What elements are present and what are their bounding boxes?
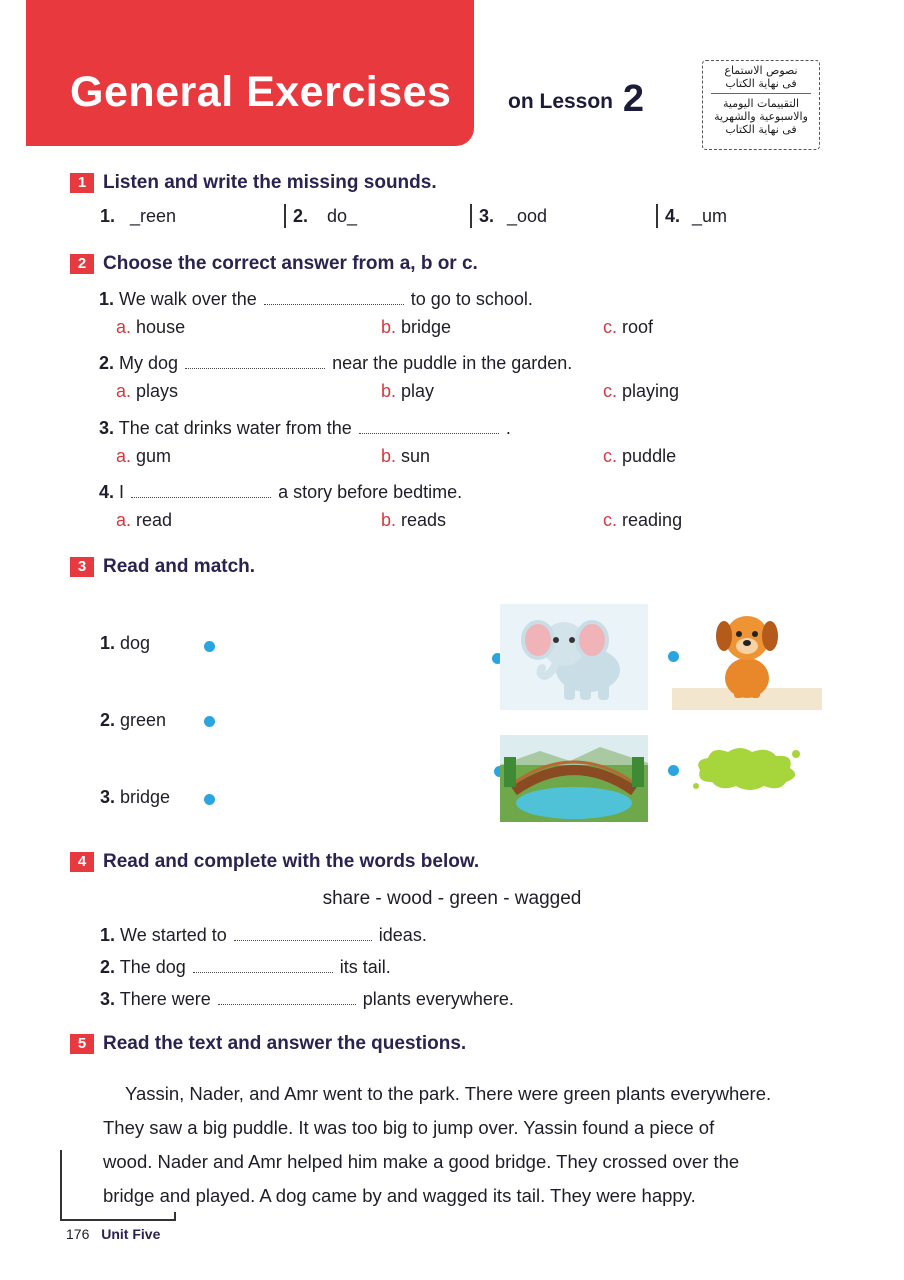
match-word-green	[100, 710, 166, 731]
arabic-note-line: والاسبوعية والشهرية	[714, 110, 808, 123]
page-title: General Exercises	[70, 68, 452, 116]
section-5-heading	[70, 1031, 466, 1057]
option-letter: a.	[116, 317, 132, 337]
answer-blank[interactable]	[193, 959, 333, 973]
option-a[interactable]	[116, 510, 172, 531]
arabic-note-box	[702, 60, 820, 150]
section-number: 4	[70, 852, 94, 872]
unit-label: Unit Five	[101, 1226, 161, 1242]
page-number: 176	[66, 1226, 90, 1242]
option-text: roof	[622, 317, 654, 337]
answer-blank[interactable]	[185, 355, 325, 369]
divider	[656, 204, 658, 228]
option-letter: b.	[381, 317, 397, 337]
sentence-after: plants everywhere.	[362, 989, 514, 1009]
reading-passage	[103, 1077, 823, 1213]
section-3-heading	[70, 554, 255, 580]
option-text: plays	[136, 381, 179, 401]
question-1	[99, 289, 533, 310]
section-number: 2	[70, 254, 94, 274]
option-letter: a.	[116, 510, 132, 530]
section-1-heading	[70, 170, 437, 196]
green-splat-picture	[690, 742, 804, 794]
arabic-note-line: التقييمات اليومية	[722, 97, 799, 110]
match-dot[interactable]	[204, 794, 215, 805]
option-text: play	[401, 381, 435, 401]
option-c[interactable]	[603, 446, 676, 467]
passage-line: They saw a big puddle. It was too big to jump over. Yassin found a piece of	[103, 1117, 715, 1138]
section-2-heading	[70, 251, 478, 277]
answer-blank[interactable]	[264, 291, 404, 305]
missing-sound-item: _ood	[507, 206, 548, 226]
option-b[interactable]	[381, 510, 446, 531]
item-number: 4.	[665, 206, 681, 226]
option-letter: c.	[603, 381, 618, 401]
passage-line: Yassin, Nader, and Amr went to the park. There were green plants everywhere.	[125, 1083, 772, 1104]
lesson-subtitle	[508, 78, 644, 121]
sentence-2	[100, 957, 391, 978]
match-dot[interactable]	[668, 765, 679, 776]
item-number: 3.	[100, 787, 116, 807]
option-a[interactable]	[116, 446, 171, 467]
match-word-dog	[100, 633, 150, 654]
match-dot[interactable]	[204, 641, 215, 652]
section-title: Read and match.	[103, 556, 256, 577]
footer-frame-line	[60, 1150, 62, 1220]
option-letter: c.	[603, 510, 618, 530]
match-word: bridge	[120, 787, 171, 807]
missing-sound-item: do_	[327, 206, 358, 226]
option-letter: b.	[381, 381, 397, 401]
item-number: 2.	[100, 710, 116, 730]
option-text: house	[136, 317, 186, 337]
option-letter: a.	[116, 381, 132, 401]
item-number: 1.	[100, 206, 116, 226]
divider	[470, 204, 472, 228]
divider	[711, 93, 811, 94]
sentence-3	[100, 989, 514, 1010]
divider	[284, 204, 286, 228]
question-text-before: We walk over the	[119, 289, 257, 309]
question-text-after: to go to school.	[410, 289, 533, 309]
section-title: Choose the correct answer from a, b or c.	[103, 253, 478, 274]
option-c[interactable]	[603, 510, 682, 531]
question-text-after: .	[505, 418, 511, 438]
word-bank: share - wood - green - wagged	[322, 888, 582, 909]
question-3	[99, 418, 511, 439]
section-number: 3	[70, 557, 94, 577]
question-number: 1.	[99, 289, 115, 309]
option-text: sun	[401, 446, 431, 466]
section-number: 1	[70, 173, 94, 193]
page-footer	[66, 1226, 160, 1242]
sentence-before: The dog	[119, 957, 186, 977]
option-text: puddle	[622, 446, 677, 466]
sentence-1	[100, 925, 427, 946]
bridge-picture	[500, 735, 648, 822]
option-a[interactable]	[116, 381, 178, 402]
elephant-picture	[500, 604, 648, 710]
option-b[interactable]	[381, 446, 430, 467]
lesson-prefix: on Lesson	[508, 90, 614, 113]
item-number: 1.	[100, 633, 116, 653]
match-dot[interactable]	[204, 716, 215, 727]
question-4	[99, 482, 462, 503]
answer-blank[interactable]	[131, 484, 271, 498]
answer-blank[interactable]	[234, 927, 372, 941]
dog-picture	[672, 606, 822, 710]
item-number: 2.	[293, 206, 309, 226]
option-text: playing	[622, 381, 680, 401]
question-text-after: a story before bedtime.	[278, 482, 463, 502]
passage-line: bridge and played. A dog came by and wagged its tail. They were happy.	[103, 1185, 696, 1206]
section-title: Read and complete with the words below.	[103, 851, 480, 872]
option-c[interactable]	[603, 381, 679, 402]
footer-frame-line	[60, 1219, 176, 1221]
option-b[interactable]	[381, 381, 434, 402]
sentence-after: ideas.	[378, 925, 427, 945]
question-text-before: I	[119, 482, 125, 502]
option-text: gum	[136, 446, 172, 466]
option-b[interactable]	[381, 317, 451, 338]
option-letter: a.	[116, 446, 132, 466]
option-letter: b.	[381, 510, 397, 530]
item-number: 1.	[100, 925, 116, 945]
option-text: reading	[622, 510, 683, 530]
section-title: Listen and write the missing sounds.	[103, 172, 437, 193]
question-number: 3.	[99, 418, 115, 438]
option-text: bridge	[401, 317, 452, 337]
item-number: 3.	[100, 989, 116, 1009]
sentence-before: We started to	[120, 925, 227, 945]
option-letter: b.	[381, 446, 397, 466]
arabic-note-line: نصوص الاستماع	[724, 64, 798, 77]
arabic-note-line: فى نهاية الكتاب	[725, 77, 797, 90]
question-text-before: The cat drinks water from the	[118, 418, 352, 438]
passage-line: wood. Nader and Amr helped him make a good bridge. They crossed over the	[103, 1151, 740, 1172]
lesson-number: 2	[622, 78, 644, 120]
question-number: 2.	[99, 353, 115, 373]
question-2	[99, 353, 572, 374]
missing-sound-item: _um	[692, 206, 728, 226]
answer-blank[interactable]	[218, 991, 356, 1005]
missing-sound-item: _reen	[130, 206, 177, 226]
option-letter: c.	[603, 446, 618, 466]
answer-blank[interactable]	[359, 420, 499, 434]
section-number: 5	[70, 1034, 94, 1054]
footer-frame-line	[174, 1212, 176, 1221]
option-a[interactable]	[116, 317, 185, 338]
sentence-after: its tail.	[339, 957, 391, 977]
sentence-before: There were	[119, 989, 211, 1009]
option-c[interactable]	[603, 317, 653, 338]
match-word-bridge	[100, 787, 170, 808]
question-text-before: My dog	[119, 353, 179, 373]
option-letter: c.	[603, 317, 618, 337]
question-text-after: near the puddle in the garden.	[332, 353, 573, 373]
arabic-note-line: فى نهاية الكتاب	[725, 123, 797, 136]
item-number: 3.	[479, 206, 495, 226]
section-4-heading	[70, 849, 479, 875]
match-word: dog	[120, 633, 151, 653]
item-number: 2.	[100, 957, 116, 977]
question-number: 4.	[99, 482, 115, 502]
option-text: read	[136, 510, 173, 530]
section-title: Read the text and answer the questions.	[103, 1033, 467, 1054]
match-word: green	[120, 710, 167, 730]
option-text: reads	[401, 510, 447, 530]
